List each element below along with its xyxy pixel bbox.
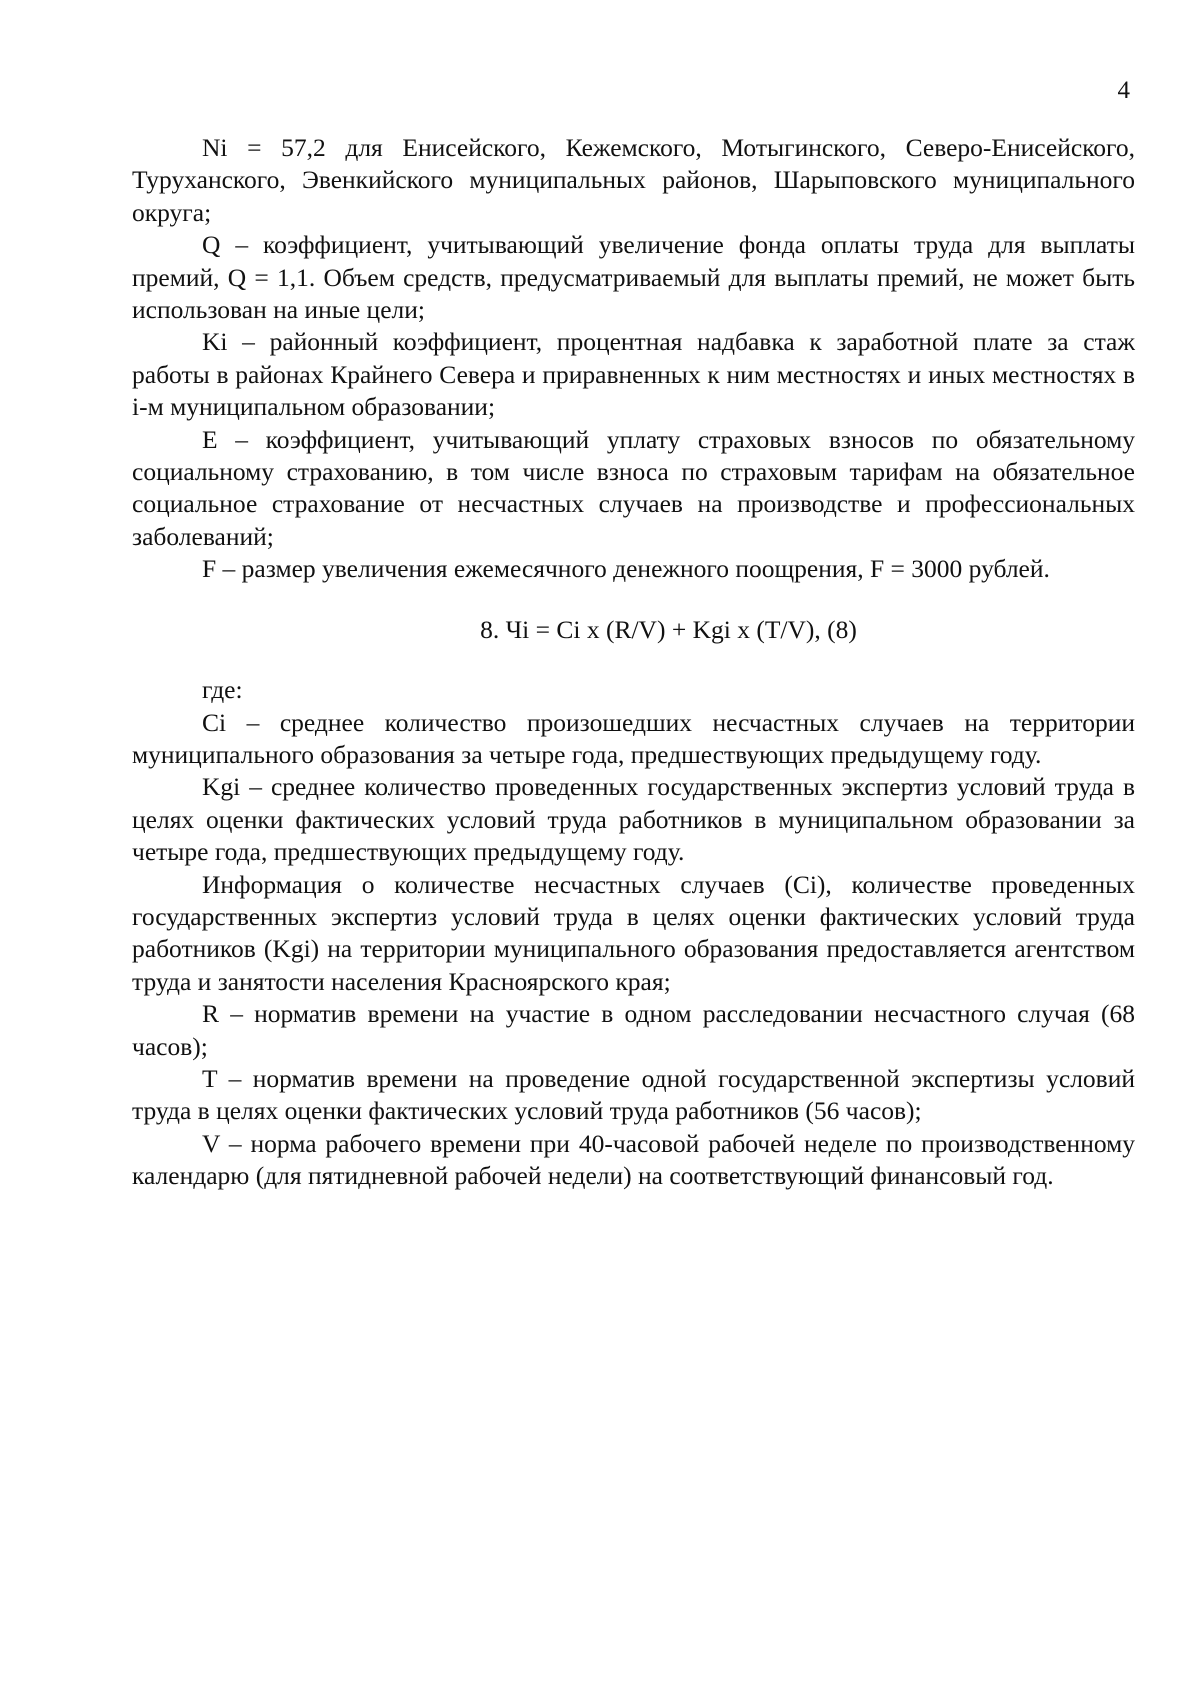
paragraph-e: E – коэффициент, учитывающий уплату страховых взносов по обязательному социальному страхованию, в том числе взноса по страховым тарифам на обязательное социальное страхование от несчастных случаев на производстве и профессиональных заболеваний;: [132, 424, 1135, 551]
paragraph-ni: Ni = 57,2 для Енисейского, Кежемского, Мотыгинского, Северо-Енисейского, Туруханского, Эвенкийского муниципальных районов, Шарыповского муниципального округа;: [132, 133, 1135, 227]
page-number: 4: [1117, 77, 1130, 104]
document-body: [132, 132, 1135, 1193]
formula-8: 8. Чi = Ci x (R/V) + Kgi x (T/V), (8): [480, 614, 857, 644]
paragraph-q: Q – коэффициент, учитывающий увеличение фонда оплаты труда для выплаты премий, Q = 1,1. Объем средств, предусматриваемый для выплаты премий, не может быть использован на иные цели;: [132, 230, 1135, 325]
paragraph-v: V – норма рабочего времени при 40-часовой рабочей неделе по производственному календарю (для пятидневной рабочей недели) на соответствующий финансовый год.: [132, 1128, 1135, 1191]
where-label: где:: [202, 675, 243, 705]
paragraph-kgi: Kgi – среднее количество проведенных государственных экспертиз условий труда в целях оценки фактических условий труда работников в муниципальном образовании за четыре года, предшествующих предыдущему году.: [132, 772, 1135, 867]
paragraph-ki: Ki – районный коэффициент, процентная надбавка к заработной плате за стаж работы в районах Крайнего Севера и приравненных к ним местностях и иных местностях в i-м муниципальном образовании;: [132, 327, 1135, 422]
paragraph-r: R – норматив времени на участие в одном расследовании несчастного случая (68 часов);: [132, 999, 1135, 1061]
paragraph-f: F – размер увеличения ежемесячного денежного поощрения, F = 3000 рублей.: [202, 554, 1050, 584]
paragraph-information: Информация о количестве несчастных случаев (Ci), количестве проведенных государственных экспертиз условий труда в целях оценки фактических условий труда работников (Kgi) на территории муниципального образования предоставляется агентством труда и занятости населения Красноярского края;: [132, 869, 1135, 996]
paragraph-ci: Ci – среднее количество произошедших несчастных случаев на территории муниципального образования за четыре года, предшествующих предыдущему году.: [132, 707, 1135, 769]
paragraph-t: T – норматив времени на проведение одной государственной экспертизы условий труда в целях оценки фактических условий труда работников (56 часов);: [132, 1063, 1135, 1126]
